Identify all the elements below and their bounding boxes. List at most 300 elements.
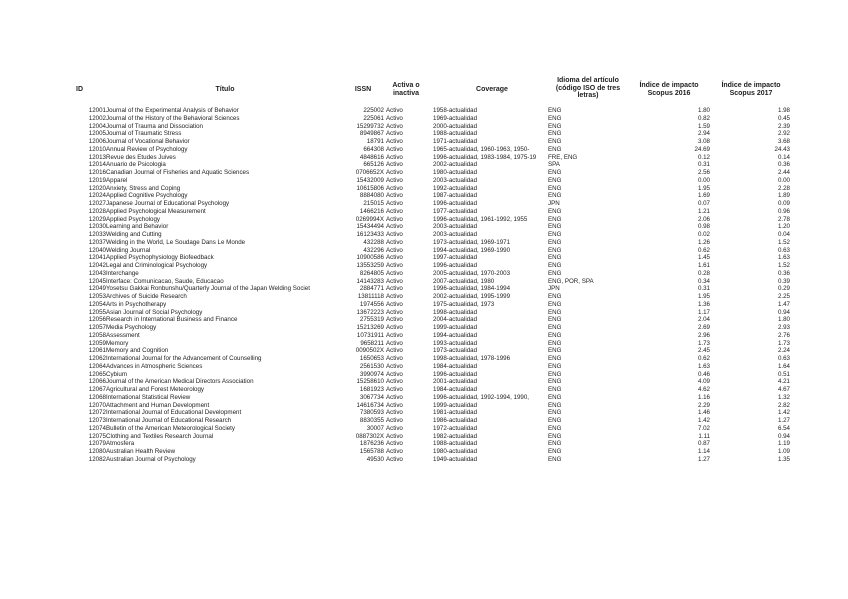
cell-title: Asian Journal of Social Psychology (106, 308, 203, 316)
cell-impact-2017: 1.27 (777, 417, 790, 424)
cell-active: Activo (386, 184, 403, 192)
cell-issn: 8949867 (359, 130, 384, 138)
cell-impact-2017: 1.52 (777, 238, 790, 246)
cell-active: Activo (386, 316, 403, 324)
cell-coverage: 1996-actualidad (433, 262, 478, 269)
cell-issn: 15299732 (356, 122, 384, 130)
cell-active: Activo (386, 308, 403, 316)
cell-impact-2017: 6.54 (777, 424, 790, 432)
cell-coverage: 1994-actualidad, 1969-1990 (433, 246, 511, 254)
cell-active: Activo (386, 393, 403, 401)
cell-language: ENG (548, 308, 562, 316)
cell-impact-2016: 3.08 (697, 138, 710, 145)
cell-id: 12005 (88, 130, 106, 138)
cell-active: Activo (386, 324, 403, 331)
cell-active: Activo (386, 331, 403, 339)
cell-impact-2016: 2.29 (697, 401, 710, 409)
header-language: Idioma del artículo (código ISO de tres letras) (555, 77, 621, 99)
cell-id: 12067 (88, 386, 106, 393)
cell-active: Activo (386, 432, 403, 440)
cell-active: Activo (386, 339, 403, 347)
cell-coverage: 1969-actualidad (433, 114, 478, 122)
cell-title: Bulletin of the American Meteorological Society (106, 424, 235, 432)
cell-title: Canadian Journal of Fisheries and Aquatic Sciences (106, 169, 250, 176)
table-row (0, 278, 848, 286)
cell-title: Anxiety, Stress and Coping (106, 184, 181, 192)
table-row (0, 262, 848, 270)
cell-coverage: 1980-actualidad (433, 448, 478, 455)
cell-active: Activo (386, 192, 403, 200)
cell-impact-2016: 1.16 (697, 393, 710, 401)
cell-language: ENG, POR, SPA (548, 277, 594, 285)
cell-impact-2016: 0.12 (697, 153, 710, 161)
table-row (0, 223, 848, 231)
cell-issn: 18791 (366, 138, 384, 145)
cell-language: ENG (548, 409, 562, 417)
cell-id: 12073 (88, 417, 106, 424)
cell-language: ENG (548, 432, 562, 440)
cell-impact-2016: 1.69 (697, 192, 710, 200)
cell-impact-2016: 0.98 (697, 223, 710, 231)
cell-language: ENG (548, 223, 562, 231)
cell-coverage: 1996-actualidad, 1992-1994, 1990, (433, 393, 529, 401)
table-row (0, 402, 848, 410)
cell-coverage: 1986-actualidad (433, 417, 478, 424)
cell-impact-2016: 2.06 (697, 215, 710, 223)
cell-language: ENG (548, 370, 562, 378)
cell-title: Australian Health Review (106, 448, 176, 455)
cell-impact-2017: 1.42 (777, 409, 790, 417)
table-row (0, 301, 848, 309)
cell-title: International Journal of Educational Research (106, 417, 232, 424)
table-row (0, 231, 848, 239)
cell-impact-2016: 1.17 (697, 308, 710, 316)
header-id: ID (76, 86, 83, 93)
cell-active: Activo (386, 138, 403, 145)
cell-id: 12082 (88, 455, 106, 463)
cell-impact-2017: 1.19 (777, 440, 790, 448)
cell-title: Archives of Suicide Research (106, 293, 187, 300)
table-row (0, 161, 848, 169)
cell-impact-2017: 0.45 (777, 114, 790, 122)
cell-issn: 15434494 (356, 223, 384, 231)
cell-coverage: 1992-actualidad (433, 184, 478, 192)
cell-language: ENG (548, 207, 562, 215)
header-title: Título (215, 86, 235, 93)
cell-coverage: 1996-actualidad, 1984-1994 (433, 285, 511, 293)
cell-impact-2016: 1.95 (697, 293, 710, 300)
cell-title: Applied Psychology (106, 215, 161, 223)
cell-title: Welding in the World, Le Soudage Dans Le Monde (106, 238, 246, 246)
cell-impact-2017: 1.80 (777, 316, 790, 324)
cell-impact-2017: 1.52 (777, 262, 790, 269)
cell-issn: 14616734 (356, 401, 384, 409)
cell-impact-2017: 0.94 (777, 432, 790, 440)
table-row (0, 130, 848, 138)
cell-coverage: 1988-actualidad (433, 440, 478, 448)
cell-id: 12028 (88, 207, 106, 215)
cell-title: Arts in Psychotherapy (106, 300, 167, 308)
cell-id: 12042 (88, 262, 106, 269)
cell-id: 12080 (88, 448, 106, 455)
cell-language: ENG (548, 192, 562, 200)
table-row (0, 270, 848, 278)
cell-impact-2016: 2.45 (697, 347, 710, 355)
cell-impact-2016: 2.56 (697, 169, 710, 176)
cell-impact-2016: 1.59 (697, 122, 710, 130)
cell-title: Journal of Traumatic Stress (106, 130, 182, 138)
header-coverage: Coverage (476, 86, 508, 93)
cell-issn: 13811118 (357, 293, 384, 300)
cell-impact-2016: 4.62 (697, 386, 710, 393)
cell-coverage: 1949-actualidad (433, 455, 478, 463)
cell-active: Activo (386, 424, 403, 432)
cell-title: Legal and Criminological Psychology (106, 262, 208, 269)
cell-issn: 4848616 (359, 153, 384, 161)
cell-language: ENG (548, 130, 562, 138)
cell-language: ENG (548, 355, 562, 362)
cell-coverage: 1975-actualidad, 1973 (433, 300, 495, 308)
cell-id: 12072 (88, 409, 106, 417)
cell-coverage: 1993-actualidad (433, 339, 478, 347)
cell-title: Journal of Trauma and Dissociation (106, 122, 203, 130)
cell-impact-2016: 24.69 (694, 145, 710, 153)
cell-title: Applied Cognitive Psychology (106, 192, 188, 200)
cell-impact-2016: 0.87 (697, 440, 710, 448)
table-row (0, 316, 848, 324)
table-row (0, 332, 848, 340)
cell-impact-2016: 0.28 (697, 269, 710, 277)
cell-active: Activo (386, 215, 403, 223)
cell-active: Activo (386, 238, 403, 246)
table-row (0, 247, 848, 255)
cell-impact-2017: 3.68 (777, 138, 790, 145)
cell-coverage: 1984-actualidad (433, 386, 478, 393)
cell-title: Attachment and Human Development (106, 401, 210, 409)
cell-active: Activo (386, 130, 403, 138)
cell-coverage: 1994-actualidad (433, 331, 478, 339)
cell-issn: 14143283 (356, 277, 384, 285)
cell-coverage: 2003-actualidad (433, 176, 478, 184)
cell-title: Revue des Etudes Juives (106, 153, 176, 161)
table-row (0, 363, 848, 371)
cell-id: 12033 (88, 231, 106, 238)
table-body (0, 107, 848, 464)
cell-impact-2016: 1.45 (697, 254, 710, 262)
cell-issn: 10615806 (356, 184, 384, 192)
cell-language: SPA (548, 161, 560, 169)
cell-issn: 13672223 (356, 308, 384, 316)
cell-title: Atmosfera (106, 440, 135, 448)
cell-impact-2016: 2.04 (697, 316, 710, 324)
cell-title: Memory and Cognition (106, 347, 169, 355)
cell-title: Interchange (106, 269, 139, 277)
cell-issn: 9658211 (360, 339, 384, 347)
cell-issn: 664308 (363, 145, 384, 153)
cell-coverage: 1977-actualidad (433, 207, 478, 215)
cell-title: Interface: Comunicacao, Saude, Educacao (106, 277, 224, 285)
cell-coverage: 1996-actualidad, 1983-1984, 1975-19 (433, 153, 537, 161)
table-row (0, 448, 848, 456)
cell-active: Activo (386, 277, 403, 285)
cell-language: ENG (548, 231, 562, 238)
cell-impact-2016: 7.02 (697, 424, 710, 432)
cell-impact-2016: 1.26 (697, 238, 710, 246)
cell-active: Activo (386, 440, 403, 448)
cell-issn: 13553259 (356, 262, 384, 269)
cell-language: ENG (548, 316, 562, 324)
cell-impact-2017: 24.43 (774, 145, 790, 153)
cell-id: 12010 (88, 145, 106, 153)
cell-language: ENG (548, 378, 562, 386)
cell-active: Activo (386, 246, 403, 254)
cell-impact-2016: 1.27 (697, 455, 710, 463)
cell-title: Cybium (106, 370, 127, 378)
cell-id: 12043 (88, 269, 106, 277)
cell-impact-2016: 1.14 (697, 448, 710, 455)
cell-impact-2016: 1.61 (697, 262, 710, 269)
cell-active: Activo (386, 448, 403, 455)
cell-impact-2017: 2.76 (777, 331, 790, 339)
cell-title: Welding and Cutting (106, 231, 162, 238)
cell-coverage: 1981-actualidad (433, 409, 478, 417)
table-row (0, 440, 848, 448)
cell-language: ENG (548, 401, 562, 409)
cell-impact-2017: 1.32 (777, 393, 790, 401)
cell-title: Assessment (106, 331, 140, 339)
cell-coverage: 1972-actualidad (433, 424, 478, 432)
cell-impact-2017: 0.04 (777, 231, 790, 238)
cell-impact-2016: 1.36 (697, 300, 710, 308)
cell-impact-2017: 2.24 (777, 347, 790, 355)
cell-title: Journal of the American Medical Directors Association (106, 378, 254, 386)
table-row (0, 417, 848, 425)
cell-title: Applied Psychophysiology Biofeedback (106, 254, 214, 262)
cell-active: Activo (386, 161, 403, 169)
cell-issn: 432288 (363, 238, 384, 246)
cell-coverage: 1973-actualidad (433, 347, 478, 355)
cell-language: ENG (548, 269, 562, 277)
cell-language: JPN (548, 285, 560, 293)
cell-issn: 49530 (366, 455, 384, 463)
cell-coverage: 2007-actualidad, 1980 (433, 277, 495, 285)
cell-active: Activo (386, 455, 403, 463)
table-row (0, 123, 848, 131)
table-row (0, 386, 848, 394)
cell-issn: 1650653 (359, 355, 384, 362)
cell-id: 12075 (88, 432, 106, 440)
cell-impact-2016: 0.34 (697, 277, 710, 285)
cell-impact-2016: 0.82 (697, 114, 710, 122)
cell-active: Activo (386, 176, 403, 184)
cell-issn: 15432009 (356, 176, 384, 184)
cell-active: Activo (386, 153, 403, 161)
table-row (0, 107, 848, 115)
cell-issn: 225002 (363, 107, 384, 114)
cell-coverage: 1997-actualidad (433, 254, 478, 262)
table-row (0, 200, 848, 208)
cell-language: ENG (548, 293, 562, 300)
cell-impact-2016: 1.21 (697, 207, 710, 215)
cell-issn: 1466216 (359, 207, 384, 215)
header-impact-2016: Índice de impacto Scopus 2016 (639, 82, 699, 97)
cell-impact-2017: 4.21 (777, 378, 790, 386)
cell-title: Australian Journal of Psychology (106, 455, 196, 463)
cell-issn: 7380593 (359, 409, 384, 417)
cell-language: ENG (548, 254, 562, 262)
table-row (0, 378, 848, 386)
table-row (0, 293, 848, 301)
table-row (0, 254, 848, 262)
cell-title: Applied Psychological Measurement (106, 207, 206, 215)
cell-issn: 2561530 (359, 362, 384, 370)
cell-impact-2016: 1.73 (697, 339, 710, 347)
cell-impact-2016: 1.46 (697, 409, 710, 417)
table-row (0, 371, 848, 379)
cell-coverage: 1998-actualidad (433, 308, 478, 316)
cell-active: Activo (386, 417, 403, 424)
table-row (0, 154, 848, 162)
cell-title: Learning and Behavior (106, 223, 169, 231)
cell-active: Activo (386, 231, 403, 238)
cell-title: International Journal for the Advancement of Counselling (106, 355, 262, 362)
table-row (0, 425, 848, 433)
cell-active: Activo (386, 107, 403, 114)
cell-coverage: 1984-actualidad (433, 362, 478, 370)
cell-id: 12068 (88, 393, 106, 401)
cell-issn: 1565788 (359, 448, 384, 455)
cell-title: Research in International Business and Finance (106, 316, 238, 324)
cell-language: ENG (548, 455, 562, 463)
cell-title: Advances in Atmospheric Sciences (106, 362, 203, 370)
cell-issn: 8884080 (359, 192, 384, 200)
cell-active: Activo (386, 122, 403, 130)
cell-id: 12064 (88, 362, 106, 370)
cell-impact-2016: 2.96 (697, 331, 710, 339)
cell-title: Media Psychology (106, 324, 157, 331)
cell-title: Memory (106, 339, 129, 347)
cell-coverage: 2002-actualidad (433, 161, 478, 169)
cell-impact-2016: 1.80 (697, 107, 710, 114)
cell-impact-2016: 1.42 (697, 417, 710, 424)
cell-title: International Statistical Review (106, 393, 191, 401)
cell-active: Activo (386, 347, 403, 355)
cell-coverage: 2000-actualidad (433, 122, 478, 130)
cell-issn: 2884771 (359, 285, 384, 293)
cell-impact-2016: 4.09 (697, 378, 710, 386)
cell-coverage: 1958-actualidad (433, 107, 478, 114)
cell-id: 12027 (88, 200, 106, 207)
table-row (0, 192, 848, 200)
cell-active: Activo (386, 285, 403, 293)
cell-issn: 215015 (363, 200, 384, 207)
cell-issn: 0269994X (355, 215, 384, 223)
cell-language: ENG (548, 324, 562, 331)
cell-language: ENG (548, 448, 562, 455)
cell-impact-2017: 2.28 (777, 184, 790, 192)
cell-issn: 10731911 (356, 331, 384, 339)
cell-active: Activo (386, 114, 403, 122)
table-row (0, 309, 848, 317)
cell-issn: 8264805 (359, 269, 384, 277)
cell-active: Activo (386, 262, 403, 269)
header-impact-2017: Índice de impacto Scopus 2017 (721, 82, 781, 97)
cell-id: 12004 (88, 122, 106, 130)
cell-active: Activo (386, 200, 403, 207)
cell-coverage: 2003-actualidad (433, 223, 478, 231)
cell-coverage: 1998-actualidad, 1978-1996 (433, 355, 511, 362)
cell-impact-2017: 1.09 (777, 448, 790, 455)
cell-id: 12020 (88, 184, 106, 192)
cell-language: ENG (548, 440, 562, 448)
cell-issn: 30007 (366, 424, 384, 432)
cell-coverage: 1988-actualidad (433, 130, 478, 138)
cell-impact-2017: 0.63 (777, 246, 790, 254)
cell-impact-2017: 2.25 (777, 293, 790, 300)
cell-language: ENG (548, 138, 562, 145)
table-row (0, 433, 848, 441)
cell-impact-2017: 1.98 (777, 107, 790, 114)
cell-language: ENG (548, 386, 562, 393)
cell-id: 12059 (88, 339, 106, 347)
cell-impact-2016: 0.62 (697, 246, 710, 254)
cell-title: Welding Journal (106, 246, 151, 254)
cell-id: 12049 (88, 285, 106, 293)
table-row (0, 347, 848, 355)
cell-active: Activo (386, 269, 403, 277)
cell-id: 12079 (88, 440, 106, 448)
cell-title: Anuario de Psicologia (106, 161, 166, 169)
cell-id: 12037 (88, 238, 106, 246)
cell-active: Activo (386, 409, 403, 417)
table-row (0, 185, 848, 193)
cell-impact-2017: 2.82 (777, 401, 790, 409)
cell-id: 12056 (88, 316, 106, 324)
cell-title: International Journal of Educational Development (106, 409, 242, 417)
cell-issn: 2755319 (359, 316, 384, 324)
cell-id: 12055 (88, 308, 106, 316)
cell-id: 12061 (88, 347, 106, 355)
table-row (0, 239, 848, 247)
cell-language: ENG (548, 424, 562, 432)
cell-coverage: 1999-actualidad (433, 324, 478, 331)
cell-active: Activo (386, 378, 403, 386)
cell-id: 12045 (88, 277, 106, 285)
cell-id: 12065 (88, 370, 106, 378)
cell-impact-2017: 0.14 (777, 153, 790, 161)
cell-language: JPN (548, 200, 560, 207)
cell-impact-2017: 1.35 (777, 455, 790, 463)
cell-issn: 1974556 (359, 300, 384, 308)
cell-coverage: 1980-actualidad (433, 169, 478, 176)
cell-id: 12024 (88, 192, 106, 200)
cell-impact-2016: 1.95 (697, 184, 710, 192)
header-issn: ISSN (354, 86, 372, 93)
cell-id: 12041 (88, 254, 106, 262)
cell-impact-2016: 0.07 (697, 200, 710, 207)
cell-impact-2017: 2.92 (777, 130, 790, 138)
cell-id: 12013 (88, 153, 106, 161)
cell-issn: 15258610 (356, 378, 384, 386)
cell-id: 12074 (88, 424, 106, 432)
cell-impact-2017: 1.89 (777, 192, 790, 200)
cell-active: Activo (386, 207, 403, 215)
table-row (0, 177, 848, 185)
cell-impact-2017: 0.29 (777, 285, 790, 293)
cell-issn: 3990974 (359, 370, 384, 378)
cell-active: Activo (386, 401, 403, 409)
cell-active: Activo (386, 254, 403, 262)
